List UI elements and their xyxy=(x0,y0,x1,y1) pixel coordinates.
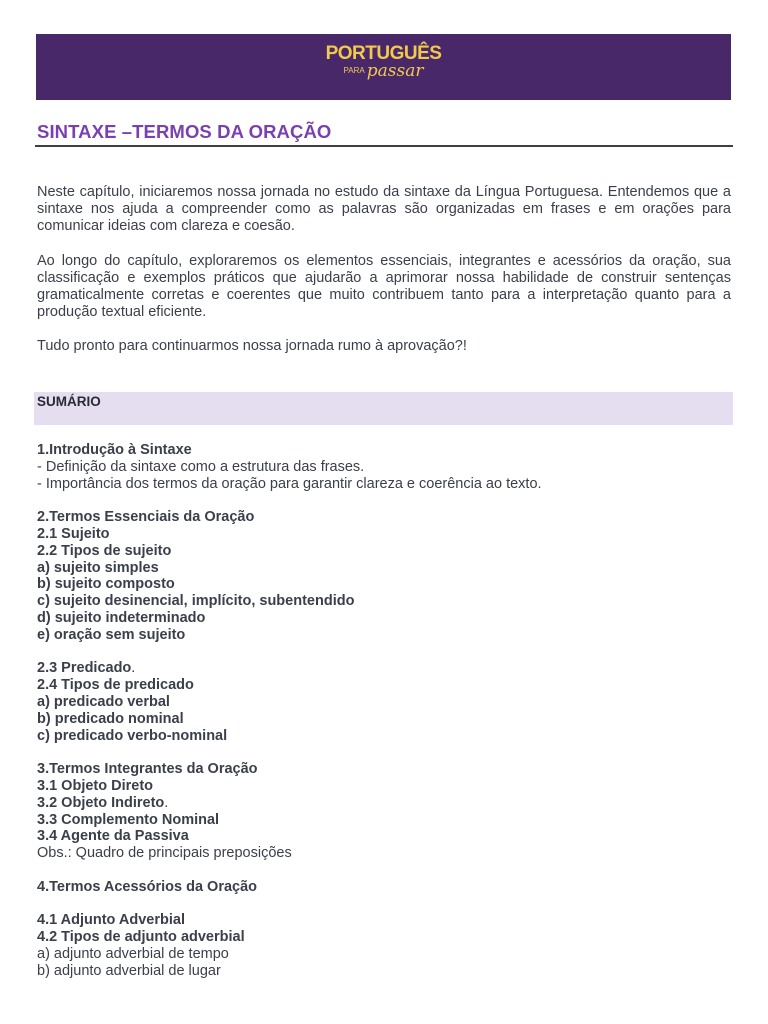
toc-item-text: 3.3 Complemento Nominal xyxy=(37,811,220,828)
toc-item xyxy=(37,442,731,459)
intro-paragraph-1: Neste capítulo, iniciaremos nossa jornada no estudo da sintaxe da Língua Portuguesa. Entendemos que a sintaxe nos ajuda a compreender como as palavras são organizadas em frases e em orações para comunicar ideias com clareza e coesão. xyxy=(37,184,731,234)
intro-paragraph-3: Tudo pronto para continuarmos nossa jornada rumo à aprovação?! xyxy=(37,338,467,354)
toc-item xyxy=(37,711,731,728)
toc-item xyxy=(37,728,731,745)
toc-item-text: 3.4 Agente da Passiva xyxy=(37,828,189,845)
toc-item-text: 4.Termos Acessórios da Oração xyxy=(37,878,258,895)
toc-item-text: 2.2 Tipos de sujeito xyxy=(37,542,172,559)
logo-para-text: PARA xyxy=(343,66,365,75)
toc-item-text: c) sujeito desinencial, implícito, subentendido xyxy=(37,593,355,610)
toc-item-text: 3.2 Objeto Indireto xyxy=(37,794,165,811)
toc-item xyxy=(37,761,731,778)
logo-sub xyxy=(36,63,731,80)
toc-item-text: a) sujeito simples xyxy=(37,559,159,576)
header-banner xyxy=(36,34,731,100)
toc-item xyxy=(37,912,731,929)
toc-item-text: 2.3 Predicado xyxy=(37,660,132,677)
toc-item-text: 4.2 Tipos de adjunto adverbial xyxy=(37,929,245,946)
toc-item xyxy=(37,576,731,593)
summary-label: SUMÁRIO xyxy=(37,394,101,409)
toc-item-text: a) predicado verbal xyxy=(37,693,170,710)
table-of-contents xyxy=(37,442,731,980)
toc-item xyxy=(37,879,731,896)
toc-item-text: b) predicado nominal xyxy=(37,710,184,727)
toc-spacer xyxy=(37,862,731,879)
toc-item-text: 1.Introdução à Sintaxe xyxy=(37,442,192,458)
toc-item xyxy=(37,627,731,644)
title-divider xyxy=(35,145,733,147)
toc-item-text: - Definição da sintaxe como a estrutura das frases. xyxy=(37,458,365,475)
toc-item-text: a) adjunto adverbial de tempo xyxy=(37,945,229,962)
toc-item-text: b) adjunto adverbial de lugar xyxy=(37,962,221,979)
toc-item-text: 4.1 Adjunto Adverbial xyxy=(37,912,185,929)
toc-item-text: 2.1 Sujeito xyxy=(37,525,110,542)
toc-item xyxy=(37,778,731,795)
toc-item xyxy=(37,660,731,677)
toc-item-text: b) sujeito composto xyxy=(37,576,175,593)
toc-item xyxy=(37,694,731,711)
toc-item-text: 3.1 Objeto Direto xyxy=(37,777,154,794)
toc-item xyxy=(37,526,731,543)
chapter-title: SINTAXE –TERMOS DA ORAÇÃO xyxy=(37,121,332,142)
toc-item-suffix: . xyxy=(164,794,169,811)
logo-passar-text: passar xyxy=(366,61,424,81)
toc-item xyxy=(37,812,731,829)
toc-item xyxy=(37,929,731,946)
toc-item xyxy=(37,543,731,560)
toc-spacer xyxy=(37,896,731,913)
toc-item xyxy=(37,560,731,577)
toc-item-text: - Importância dos termos da oração para garantir clareza e coerência ao texto. xyxy=(37,475,542,492)
toc-item-suffix: . xyxy=(131,660,136,677)
toc-spacer xyxy=(37,744,731,761)
toc-item-text: e) oração sem sujeito xyxy=(37,626,186,643)
toc-item xyxy=(37,828,731,845)
toc-item xyxy=(37,459,731,476)
toc-item-text: 3.Termos Integrantes da Oração xyxy=(37,761,258,778)
intro-paragraph-2: Ao longo do capítulo, exploraremos os elementos essenciais, integrantes e acessórios da oração, sua classificação e exemplos práticos que ajudarão a aprimorar nossa habilidade de construir sentenças gramaticalmente corretas e coerentes que muito contribuem tanto para a interpretação quanto para a produção textual eficiente. xyxy=(37,253,731,320)
logo-main-text: PORTUGUÊS xyxy=(325,43,442,64)
toc-spacer xyxy=(37,644,731,661)
toc-item xyxy=(37,963,731,980)
toc-item-text: 2.Termos Essenciais da Oração xyxy=(37,509,255,526)
toc-item-text: c) predicado verbo-nominal xyxy=(37,727,228,744)
toc-item-text: 2.4 Tipos de predicado xyxy=(37,677,194,694)
summary-header xyxy=(34,392,733,425)
brand-logo xyxy=(36,44,731,80)
toc-item xyxy=(37,946,731,963)
toc-item xyxy=(37,845,731,862)
toc-item xyxy=(37,677,731,694)
toc-item xyxy=(37,509,731,526)
toc-spacer xyxy=(37,492,731,509)
toc-item-text: d) sujeito indeterminado xyxy=(37,609,206,626)
toc-item xyxy=(37,610,731,627)
toc-item xyxy=(37,795,731,812)
toc-item xyxy=(37,593,731,610)
toc-item xyxy=(37,476,731,493)
toc-item-text: Obs.: Quadro de principais preposições xyxy=(37,845,292,862)
